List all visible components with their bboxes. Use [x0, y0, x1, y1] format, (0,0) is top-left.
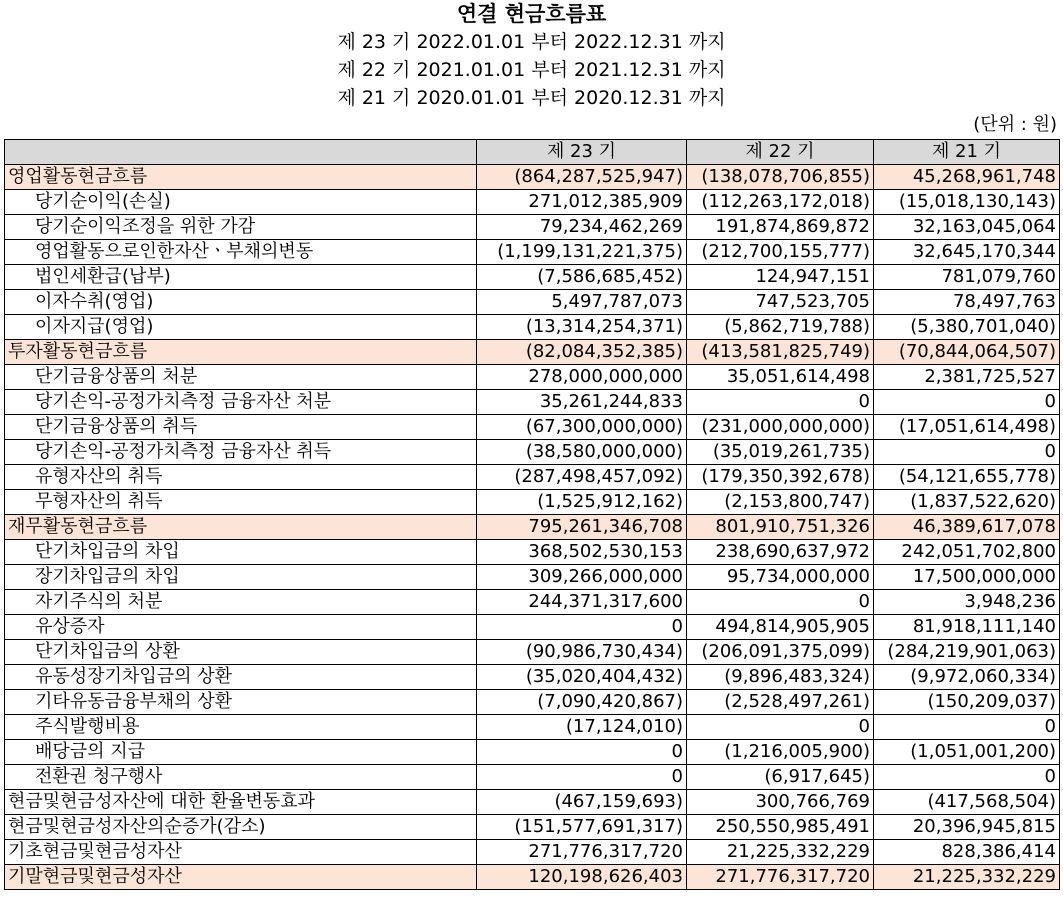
row-label: 재무활동현금흐름	[5, 515, 477, 540]
header-period-23: 제 23 기	[477, 140, 687, 165]
row-value-col-1: (82,084,352,385)	[477, 340, 687, 365]
header-period-22: 제 22 기	[687, 140, 874, 165]
row-value-col-2: 191,874,869,872	[687, 215, 874, 240]
row-value-col-2: 0	[687, 590, 874, 615]
row-value-col-3: 0	[874, 715, 1060, 740]
row-value-col-2: 0	[687, 390, 874, 415]
row-value-col-3: 81,918,111,140	[874, 615, 1060, 640]
row-value-col-1: (864,287,525,947)	[477, 165, 687, 190]
table-row	[5, 290, 1060, 315]
row-label: 기초현금및현금성자산	[5, 840, 477, 865]
row-value-col-2: (2,528,497,261)	[687, 690, 874, 715]
table-row	[5, 215, 1060, 240]
row-value-col-2: 494,814,905,905	[687, 615, 874, 640]
row-value-col-1: 271,012,385,909	[477, 190, 687, 215]
row-value-col-3: 32,163,045,064	[874, 215, 1060, 240]
row-value-col-1: 5,497,787,073	[477, 290, 687, 315]
row-value-col-3: (17,051,614,498)	[874, 415, 1060, 440]
row-label: 기말현금및현금성자산	[5, 865, 477, 890]
row-value-col-1: (1,199,131,221,375)	[477, 240, 687, 265]
table-row	[5, 440, 1060, 465]
row-label: 주식발행비용	[5, 715, 477, 740]
row-value-col-3: 20,396,945,815	[874, 815, 1060, 840]
unit-label: (단위 : 원)	[973, 114, 1057, 135]
row-value-col-1: (13,314,254,371)	[477, 315, 687, 340]
row-value-col-1: 244,371,317,600	[477, 590, 687, 615]
row-value-col-3: 828,386,414	[874, 840, 1060, 865]
row-label: 당기순이익(손실)	[5, 190, 477, 215]
row-value-col-2: (6,917,645)	[687, 765, 874, 790]
row-label: 단기차입금의 차입	[5, 540, 477, 565]
row-label: 투자활동현금흐름	[5, 340, 477, 365]
row-value-col-1: (287,498,457,092)	[477, 465, 687, 490]
row-label: 기타유동금융부채의 상환	[5, 690, 477, 715]
statement-title: 연결 현금흐름표	[456, 2, 607, 26]
period-line-21: 제 21 기 2020.01.01 부터 2020.12.31 까지	[337, 87, 726, 109]
row-label: 자기주식의 처분	[5, 590, 477, 615]
row-value-col-1: 35,261,244,833	[477, 390, 687, 415]
table-header-row	[5, 140, 1060, 165]
row-label: 유상증자	[5, 615, 477, 640]
table-row	[5, 715, 1060, 740]
table-row	[5, 465, 1060, 490]
row-value-col-2: (9,896,483,324)	[687, 665, 874, 690]
row-value-col-3: 0	[874, 765, 1060, 790]
row-label: 무형자산의 취득	[5, 490, 477, 515]
row-value-col-2: (212,700,155,777)	[687, 240, 874, 265]
table-row	[5, 390, 1060, 415]
row-value-col-1: 278,000,000,000	[477, 365, 687, 390]
table-row	[5, 640, 1060, 665]
table-row	[5, 340, 1060, 365]
row-label: 현금및현금성자산에 대한 환율변동효과	[5, 790, 477, 815]
table-row	[5, 765, 1060, 790]
row-value-col-2: (1,216,005,900)	[687, 740, 874, 765]
table-row	[5, 265, 1060, 290]
row-value-col-3: 32,645,170,344	[874, 240, 1060, 265]
table-row	[5, 315, 1060, 340]
table-row	[5, 490, 1060, 515]
row-label: 영업활동현금흐름	[5, 165, 477, 190]
row-label: 영업활동으로인한자산ㆍ부채의변동	[5, 240, 477, 265]
row-value-col-3: (70,844,064,507)	[874, 340, 1060, 365]
row-value-col-2: (413,581,825,749)	[687, 340, 874, 365]
row-label: 배당금의 지급	[5, 740, 477, 765]
table-row	[5, 740, 1060, 765]
table-row	[5, 515, 1060, 540]
row-value-col-2: (35,019,261,735)	[687, 440, 874, 465]
table-row	[5, 690, 1060, 715]
row-value-col-1: 368,502,530,153	[477, 540, 687, 565]
row-label: 당기손익-공정가치측정 금융자산 취득	[5, 440, 477, 465]
row-value-col-1: (35,020,404,432)	[477, 665, 687, 690]
row-label: 현금및현금성자산의순증가(감소)	[5, 815, 477, 840]
row-value-col-3: 0	[874, 390, 1060, 415]
row-value-col-2: 238,690,637,972	[687, 540, 874, 565]
row-label: 장기차입금의 차입	[5, 565, 477, 590]
row-value-col-1: (90,986,730,434)	[477, 640, 687, 665]
row-label: 법인세환급(납부)	[5, 265, 477, 290]
row-value-col-1: 0	[477, 765, 687, 790]
row-value-col-2: 21,225,332,229	[687, 840, 874, 865]
row-value-col-1: 795,261,346,708	[477, 515, 687, 540]
row-value-col-2: (112,263,172,018)	[687, 190, 874, 215]
row-value-col-3: 242,051,702,800	[874, 540, 1060, 565]
table-row	[5, 540, 1060, 565]
row-value-col-2: (231,000,000,000)	[687, 415, 874, 440]
table-row	[5, 240, 1060, 265]
row-value-col-3: (417,568,504)	[874, 790, 1060, 815]
row-value-col-1: (1,525,912,162)	[477, 490, 687, 515]
row-value-col-2: (179,350,392,678)	[687, 465, 874, 490]
row-value-col-1: 120,198,626,403	[477, 865, 687, 890]
row-value-col-3: 3,948,236	[874, 590, 1060, 615]
header-period-21: 제 21 기	[874, 140, 1060, 165]
row-value-col-3: 21,225,332,229	[874, 865, 1060, 890]
row-label: 전환권 청구행사	[5, 765, 477, 790]
row-label: 당기순이익조정을 위한 가감	[5, 215, 477, 240]
row-value-col-1: (17,124,010)	[477, 715, 687, 740]
row-value-col-1: (67,300,000,000)	[477, 415, 687, 440]
row-value-col-2: 35,051,614,498	[687, 365, 874, 390]
row-value-col-2: 95,734,000,000	[687, 565, 874, 590]
row-label: 단기금융상품의 취득	[5, 415, 477, 440]
row-value-col-2: 250,550,985,491	[687, 815, 874, 840]
row-value-col-3: 17,500,000,000	[874, 565, 1060, 590]
table-row	[5, 665, 1060, 690]
row-label: 이자지급(영업)	[5, 315, 477, 340]
table-row	[5, 840, 1060, 865]
row-value-col-1: (7,586,685,452)	[477, 265, 687, 290]
row-value-col-3: 781,079,760	[874, 265, 1060, 290]
row-label: 당기손익-공정가치측정 금융자산 처분	[5, 390, 477, 415]
row-value-col-2: (2,153,800,747)	[687, 490, 874, 515]
row-value-col-2: 124,947,151	[687, 265, 874, 290]
table-row	[5, 365, 1060, 390]
row-value-col-3: 2,381,725,527	[874, 365, 1060, 390]
row-value-col-2: 747,523,705	[687, 290, 874, 315]
period-line-22: 제 22 기 2021.01.01 부터 2021.12.31 까지	[337, 59, 726, 81]
row-value-col-3: (284,219,901,063)	[874, 640, 1060, 665]
table-row	[5, 190, 1060, 215]
table-row	[5, 615, 1060, 640]
row-value-col-3: (150,209,037)	[874, 690, 1060, 715]
row-value-col-3: (15,018,130,143)	[874, 190, 1060, 215]
row-value-col-3: (54,121,655,778)	[874, 465, 1060, 490]
row-value-col-3: 46,389,617,078	[874, 515, 1060, 540]
table-row	[5, 415, 1060, 440]
row-value-col-1: 0	[477, 615, 687, 640]
table-row	[5, 590, 1060, 615]
row-value-col-1: (467,159,693)	[477, 790, 687, 815]
row-value-col-1: (151,577,691,317)	[477, 815, 687, 840]
table-row	[5, 790, 1060, 815]
row-label: 유동성장기차입금의 상환	[5, 665, 477, 690]
row-value-col-1: 79,234,462,269	[477, 215, 687, 240]
row-value-col-3: (5,380,701,040)	[874, 315, 1060, 340]
row-label: 이자수취(영업)	[5, 290, 477, 315]
row-value-col-1: 271,776,317,720	[477, 840, 687, 865]
row-label: 유형자산의 취득	[5, 465, 477, 490]
row-value-col-3: (9,972,060,334)	[874, 665, 1060, 690]
row-value-col-2: 271,776,317,720	[687, 865, 874, 890]
row-value-col-2: (138,078,706,855)	[687, 165, 874, 190]
row-value-col-2: 801,910,751,326	[687, 515, 874, 540]
period-line-23: 제 23 기 2022.01.01 부터 2022.12.31 까지	[337, 31, 726, 53]
table-row	[5, 865, 1060, 890]
cash-flow-table	[4, 139, 1060, 890]
row-label: 단기차입금의 상환	[5, 640, 477, 665]
row-value-col-3: (1,837,522,620)	[874, 490, 1060, 515]
table-body	[5, 165, 1060, 890]
table-row	[5, 165, 1060, 190]
row-value-col-3: 78,497,763	[874, 290, 1060, 315]
row-value-col-1: (38,580,000,000)	[477, 440, 687, 465]
row-label: 단기금융상품의 처분	[5, 365, 477, 390]
row-value-col-1: 0	[477, 740, 687, 765]
row-value-col-2: (206,091,375,099)	[687, 640, 874, 665]
row-value-col-1: 309,266,000,000	[477, 565, 687, 590]
row-value-col-2: 300,766,769	[687, 790, 874, 815]
row-value-col-3: (1,051,001,200)	[874, 740, 1060, 765]
row-value-col-3: 0	[874, 440, 1060, 465]
row-value-col-2: 0	[687, 715, 874, 740]
row-value-col-3: 45,268,961,748	[874, 165, 1060, 190]
table-row	[5, 815, 1060, 840]
row-value-col-2: (5,862,719,788)	[687, 315, 874, 340]
header-label-column	[5, 140, 477, 165]
row-value-col-1: (7,090,420,867)	[477, 690, 687, 715]
table-row	[5, 565, 1060, 590]
